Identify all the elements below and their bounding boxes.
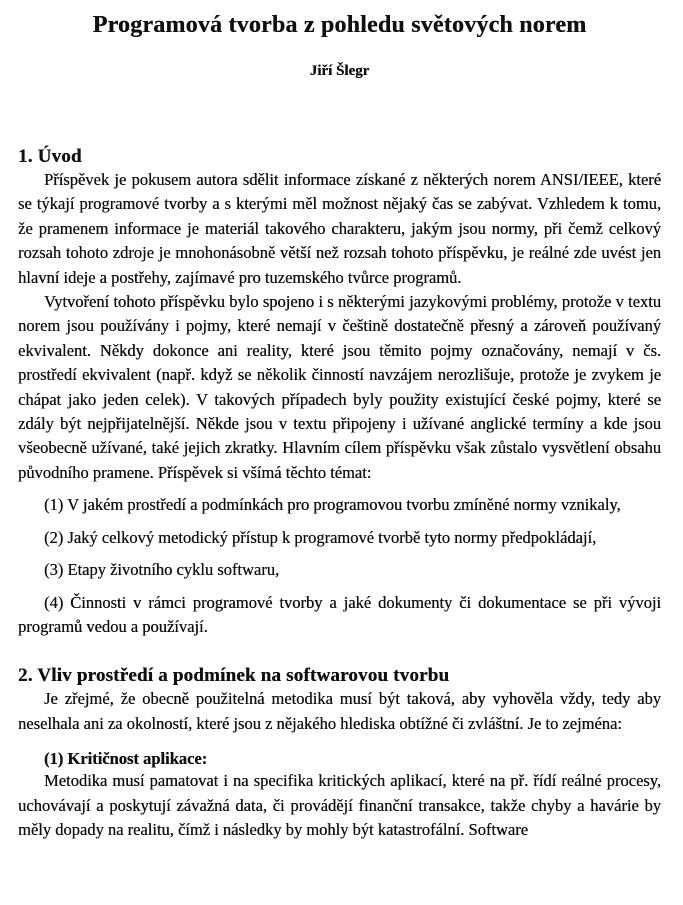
- topics-list-item-1: (1) V jakém prostředí a podmínkách pro programovou tvorbu zmíněné normy vznikaly,: [44, 495, 621, 515]
- topics-list-item-4: (4) Činnosti v rámci programové tvorby a jaké dokumenty či dokumentace se při vývoji programů vedou a používají.: [18, 592, 661, 636]
- topics-list-item-2: (2) Jaký celkový metodický přístup k programové tvorbě tyto normy předpokládají,: [44, 527, 597, 547]
- criticality-subheading: (1) Kritičnost aplikace:: [44, 749, 208, 769]
- section-1-paragraph-2: Vytvoření tohoto příspěvku bylo spojeno i s některými jazykovými problémy, protože v textu norem jsou používány i pojmy, které nemají v češtině dostatečně přesný a zároveň používaný ekvivalent. Někdy dokonce ani reality, které jsou těmito pojmy označovány, nemají v čs. prostředí ekvivalent (např. když se několik činností navzájem nerozlišuje, protože je zvykem je chápat jako jeden celek). V takových případech byly použity existující české pojmy, které se zdály být nejpřijatelnější. Někde jsou v textu připojeny i užívané anglické termíny a kde jsou všeobecně užívané, také jejich zkratky. Hlavním cílem příspěvku však zůstalo vysvětlení obsahu původního pramene. Příspěvek si všímá těchto témat:: [18, 292, 661, 482]
- section-1-heading: 1. Úvod: [18, 146, 82, 167]
- section-2-heading: 2. Vliv prostředí a podmínek na softwarovou tvorbu: [18, 665, 450, 687]
- section-1-paragraph-1: Příspěvek je pokusem autora sdělit informace získané z některých norem ANSI/IEEE, které se týkají programové tvorby a s kterými měl možnost nějaký čas se zabývat. Vzhledem k tomu, že pramenem informace je materiál takového charakteru, jakým jsou normy, při čemž celkový rozsah tohoto zdroje je mnohonásobně větší než rozsah tohoto příspěvku, je reálné zde uvést jen hlavní ideje a postřehy, zajímavé pro tuzemského tvůrce programů.: [18, 170, 661, 287]
- paper-title: Programová tvorba z pohledu světových norem: [92, 12, 587, 38]
- topics-list-item-3: (3) Etapy životního cyklu softwaru,: [44, 560, 280, 580]
- section-2-intro-paragraph: Je zřejmé, že obecně použitelná metodika musí být taková, aby vyhověla vždy, tedy aby neselhala ani za okolností, které jsou z nějakého hlediska obtížné či zvláštní. Je to zejména:: [18, 689, 661, 733]
- topics-list: [18, 493, 661, 639]
- paper-author: Jiří Šlegr: [309, 63, 370, 79]
- section-2-paragraph: Metodika musí pamatovat i na specifika kritických aplikací, které na př. řídí reálné procesy, uchovávají a poskytují závažná data, či provádějí finanční transakce, takže chyby a havárie by měly dopady na realitu, čímž i následky by mohly být katastrofální. Software: [18, 771, 661, 839]
